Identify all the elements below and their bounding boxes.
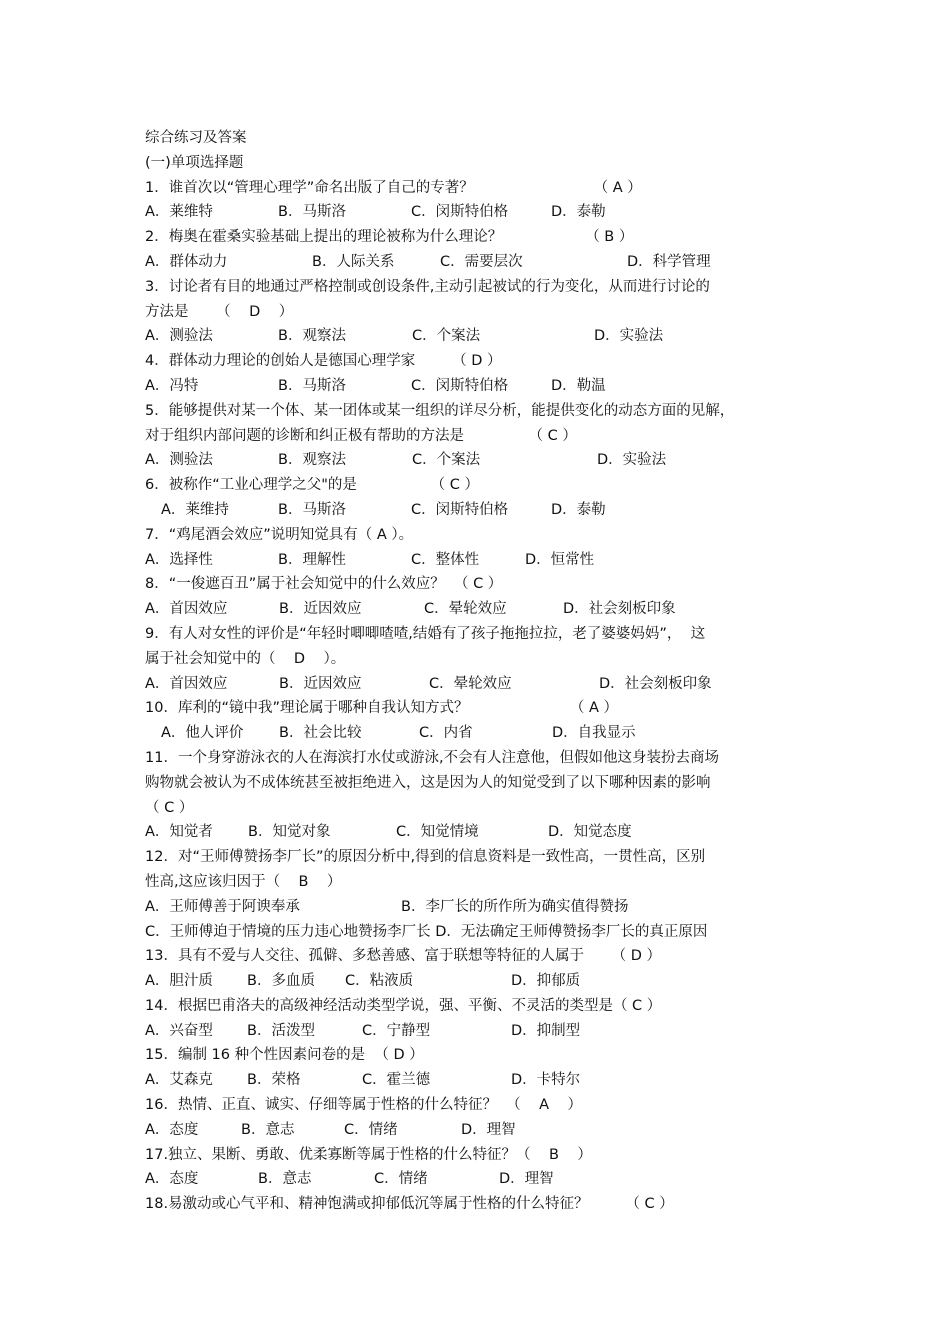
question-5-line-2: 对于组织内部问题的诊断和纠正极有帮助的方法是 （ C ）: [145, 427, 577, 444]
option-b: B．近因效应: [279, 675, 362, 692]
option-c: C．闵斯特伯格: [411, 204, 509, 221]
question-17-options: [145, 1167, 835, 1192]
option-d: D．自我显示: [552, 725, 636, 742]
option-a: A．测验法: [145, 452, 213, 469]
question-14: 14．根据巴甫洛夫的高级神经活动类型学说，强、平衡、不灵活的类型是（ C ）: [145, 997, 662, 1014]
option-b: B．意志: [258, 1171, 312, 1188]
option-c: C．整体性: [411, 551, 480, 568]
option-b: B．多血质: [247, 973, 315, 990]
question-13-options: [145, 969, 835, 994]
option-a: A．王师傅善于阿谀奉承: [145, 898, 300, 915]
question-8-options: [145, 597, 835, 622]
question-4-options: [145, 374, 835, 399]
option-b: B．活泼型: [247, 1022, 315, 1039]
option-d: D．勒温: [551, 377, 606, 394]
question-10-options: [145, 721, 835, 746]
option-c: C．霍兰德: [362, 1072, 431, 1089]
question-12-line-1: 12．对“王师傅赞扬李厂长”的原因分析中,得到的信息资料是一致性高，一贯性高，区别: [145, 849, 706, 866]
option-c: C．闵斯特伯格: [411, 377, 509, 394]
question-17: 17.独立、果断、勇敢、优柔寡断等属于性格的什么特征？（ B ）: [145, 1146, 592, 1163]
option-d: D．恒常性: [525, 551, 595, 568]
question-7-options: [145, 548, 835, 573]
option-b: B．李厂长的所作所为确实值得赞扬: [401, 898, 629, 915]
question-16: 16．热情、正直、诚实、仔细等属于性格的什么特征？ （ A ）: [145, 1097, 582, 1114]
option-a: A．首因效应: [145, 675, 228, 692]
option-a: A．胆汁质: [145, 973, 213, 990]
option-b: B．观察法: [278, 328, 346, 345]
question-2: 2．梅奥在霍桑实验基础上提出的理论被称为什么理论？ （ B ）: [145, 229, 634, 246]
option-a: A．艾森克: [145, 1072, 213, 1089]
question-11-line-1: 11．一个身穿游泳衣的人在海滨打水仗或游泳,不会有人注意他，但假如他这身装扮去商场: [145, 749, 720, 766]
section-title: (一)单项选择题: [145, 154, 244, 171]
option-d: D．卡特尔: [511, 1072, 581, 1089]
option-c: C．宁静型: [362, 1022, 431, 1039]
question-9-line-1: 9．有人对女性的评价是“年轻时唧唧喳喳,结婚有了孩子拖拖拉拉，老了婆婆妈妈”， 这: [145, 625, 706, 642]
question-4: 4．群体动力理论的创始人是德国心理学家 （ D ）: [145, 353, 502, 370]
option-c: C．晕轮效应: [424, 601, 507, 618]
option-a: A．首因效应: [145, 601, 228, 618]
question-9-line-2: 属于社会知觉中的（ D ）。: [145, 650, 346, 667]
option-a: A．莱维持: [161, 501, 229, 518]
question-6-options: [145, 498, 835, 523]
question-15-options: [145, 1068, 835, 1093]
question-3-line-2: 方法是 （ D ）: [145, 303, 294, 320]
question-2-options: [145, 250, 835, 275]
option-a: A．测验法: [145, 328, 213, 345]
option-c: C．个案法: [412, 328, 481, 345]
question-1-options: [145, 200, 835, 225]
question-8: 8．“一俊遮百丑”属于社会知觉中的什么效应？ （ C ）: [145, 576, 503, 593]
option-a: A．兴奋型: [145, 1022, 213, 1039]
option-d: D．理智: [499, 1171, 554, 1188]
option-c: C．个案法: [412, 452, 481, 469]
question-15: 15．编制 16 种个性因素问卷的是 （ D ）: [145, 1047, 424, 1064]
question-3-line-1: 3．讨论者有目的地通过严格控制或创设条件,主动引起被试的行为变化，从而进行讨论的: [145, 278, 710, 295]
question-6: 6．被称作“工业心理学之父"的是 （ C ）: [145, 477, 479, 494]
question-12-options-1: [145, 895, 835, 920]
option-c: C．情绪: [374, 1171, 428, 1188]
question-7: 7．“鸡尾酒会效应”说明知觉具有（ A ）。: [145, 526, 414, 543]
option-a: A．选择性: [145, 551, 213, 568]
option-d: D．抑制型: [511, 1022, 581, 1039]
option-b: B．社会比较: [279, 725, 362, 742]
option-b: B．意志: [241, 1121, 295, 1138]
question-5-line-1: 5．能够提供对某一个体、某一团体或某一组织的详尽分析，能提供变化的动态方面的见解，: [145, 402, 735, 419]
question-16-options: [145, 1118, 835, 1143]
option-c: C．需要层次: [440, 253, 523, 270]
option-d: D．抑郁质: [511, 973, 581, 990]
question-13: 13．具有不爱与人交往、孤僻、多愁善感、富于联想等特征的人属于 （ D ）: [145, 948, 661, 965]
option-b: B．马斯洛: [278, 204, 346, 221]
option-b: B．马斯洛: [278, 501, 346, 518]
option-d: D．知觉态度: [548, 824, 632, 841]
option-a: A．知觉者: [145, 824, 213, 841]
question-5-options: [145, 448, 835, 473]
option-d: D．社会刻板印象: [599, 675, 712, 692]
option-c: C．知觉情境: [396, 824, 479, 841]
option-b: B．近因效应: [279, 601, 362, 618]
option-c: C．内省: [419, 725, 473, 742]
question-12-options-2: C．王师傅迫于情境的压力违心地赞扬李厂长 D．无法确定王师傅赞扬李厂长的真正原因: [145, 923, 708, 940]
question-1: 1．谁首次以“管理心理学”命名出版了自己的专著？ （ A ）: [145, 179, 642, 196]
option-c: C．粘液质: [345, 973, 414, 990]
option-c: C．情绪: [344, 1121, 398, 1138]
option-d: D．实验法: [597, 452, 667, 469]
question-10: 10．库利的“镜中我”理论属于哪种自我认知方式？ （ A ）: [145, 700, 619, 717]
option-d: D．泰勒: [551, 204, 606, 221]
option-d: D．科学管理: [627, 253, 711, 270]
option-a: A．态度: [145, 1171, 199, 1188]
option-b: B．观察法: [278, 452, 346, 469]
option-a: A．冯特: [145, 377, 199, 394]
option-d: D．实验法: [594, 328, 664, 345]
option-d: D．理智: [461, 1121, 516, 1138]
option-b: B．知觉对象: [248, 824, 331, 841]
question-18: 18.易激动或心气平和、精神饱满或抑郁低沉等属于性格的什么特征？ （ C ）: [145, 1196, 674, 1213]
option-b: B．人际关系: [312, 253, 395, 270]
option-d: D．泰勒: [551, 501, 606, 518]
option-a: A．莱维特: [145, 204, 213, 221]
option-a: A．他人评价: [161, 725, 244, 742]
option-a: A．群体动力: [145, 253, 228, 270]
exercise-content: [145, 126, 835, 1217]
option-d: D．社会刻板印象: [563, 601, 676, 618]
option-b: B．理解性: [278, 551, 346, 568]
option-a: A．态度: [145, 1121, 199, 1138]
option-c: C．晕轮效应: [429, 675, 512, 692]
doc-title: 综合练习及答案: [145, 130, 247, 146]
question-12-line-2: 性高,这应该归因于（ B ）: [145, 873, 342, 890]
question-11-line-3: （ C ）: [145, 799, 194, 816]
question-11-options: [145, 820, 835, 845]
option-b: B．马斯洛: [278, 377, 346, 394]
question-11-line-2: 购物就会被认为不成体统甚至被拒绝进入，这是因为人的知觉受到了以下哪种因素的影响: [145, 774, 711, 791]
option-b: B．荣格: [247, 1072, 301, 1089]
question-14-options: [145, 1019, 835, 1044]
question-9-options: [145, 672, 835, 697]
question-3-options: [145, 324, 835, 349]
option-c: C．闵斯特伯格: [411, 501, 509, 518]
